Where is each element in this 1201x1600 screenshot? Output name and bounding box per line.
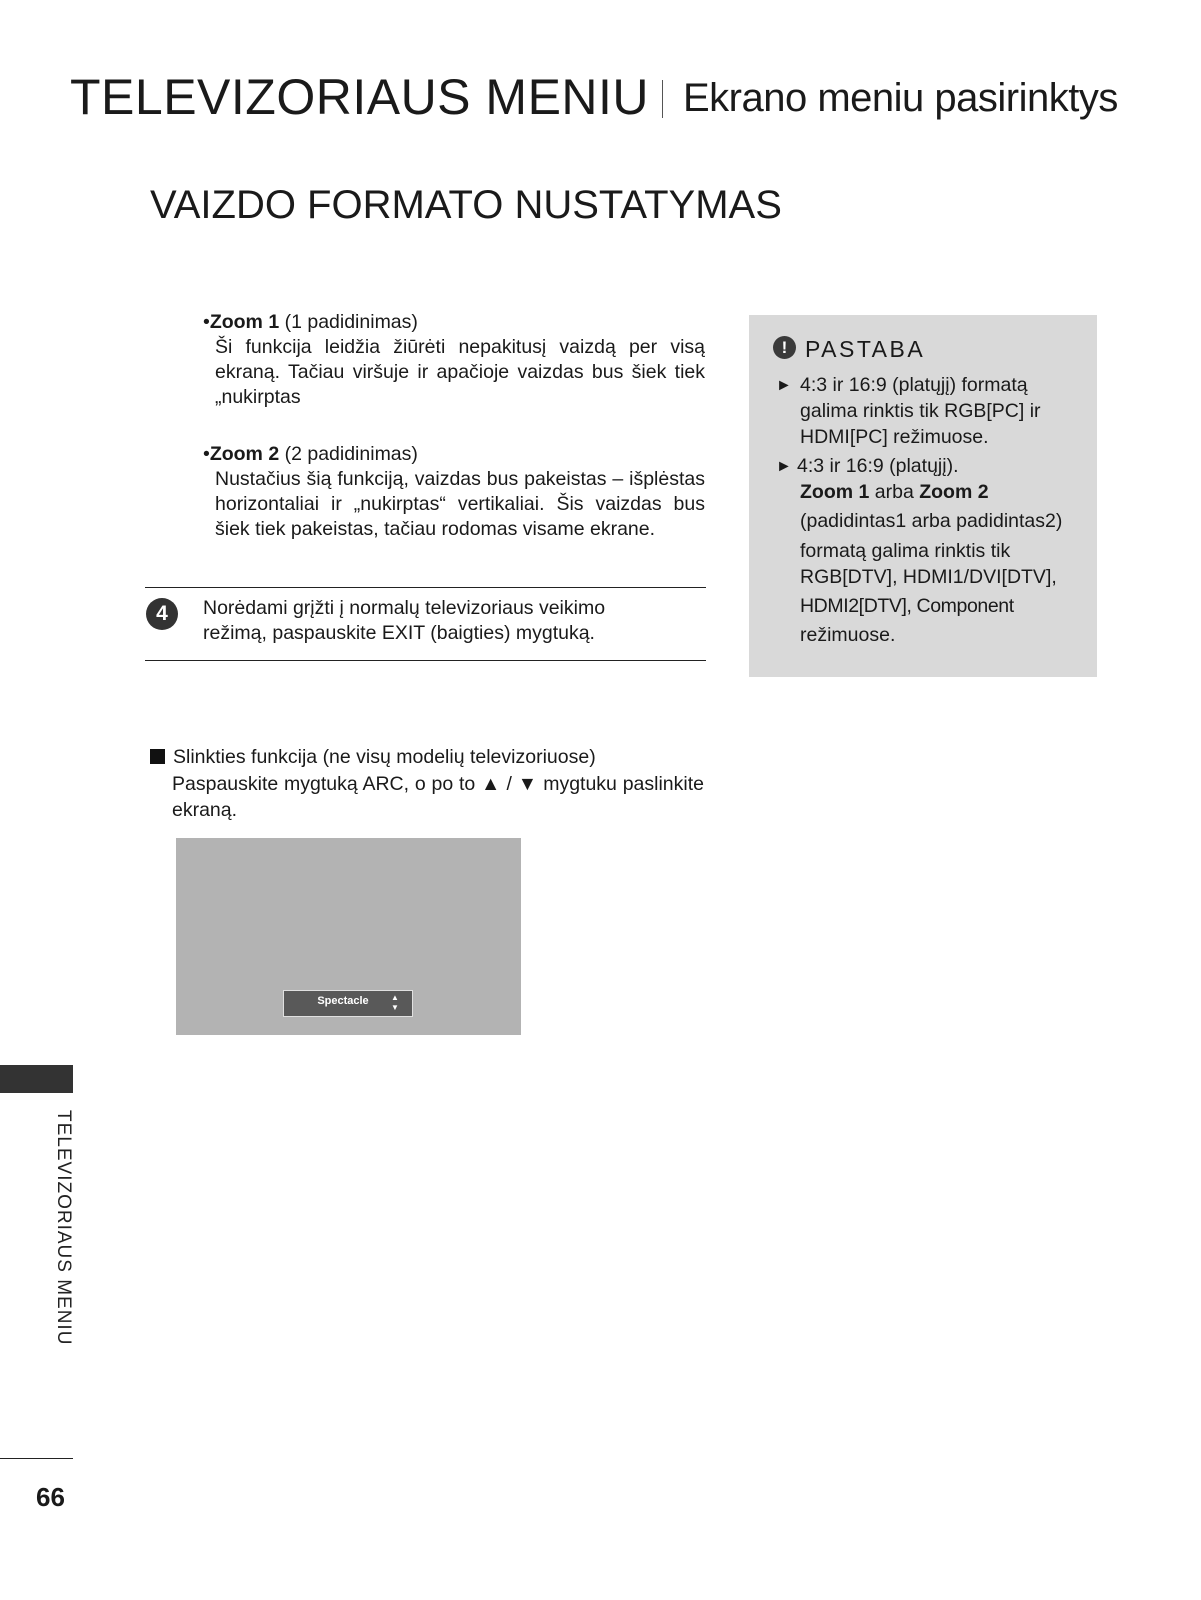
note-arba: arba [869, 481, 920, 503]
square-bullet-icon [150, 749, 165, 764]
play-arrow-icon: ► [776, 458, 792, 475]
scroll-function-heading [150, 746, 596, 769]
arrow-up-icon: ▲ [391, 993, 399, 1002]
chapter-tab-marker [0, 1065, 73, 1093]
note-item-2-line-1: 4:3 ir 16:9 (platųjį). [797, 455, 959, 477]
note-item-2-line-4: formatą galima rinktis tik [800, 540, 1011, 562]
zoom2-paren: (2 padidinimas) [279, 443, 418, 465]
note-zoom2: Zoom 2 [919, 481, 989, 503]
note-item-2-line-7: režimuose. [800, 624, 896, 646]
note-zoom1: Zoom 1 [800, 481, 870, 503]
header-divider [662, 80, 663, 118]
section-title: VAIZDO FORMATO NUSTATYMAS [150, 183, 782, 227]
note-item-1-line-2: galima rinktis tik RGB[PC] ir [800, 400, 1041, 422]
page-number-rule [0, 1458, 73, 1459]
note-item-2-line-2 [800, 481, 989, 504]
step-4-line-1: Norėdami grįžti į normalų televizoriaus veikimo [203, 597, 606, 619]
chapter-side-label: TELEVIZORIAUS MENIU [53, 1110, 74, 1346]
play-arrow-icon: ► [776, 377, 792, 394]
page-number: 66 [36, 1482, 65, 1512]
note-item-2-line-5: RGB[DTV], HDMI1/DVI[DTV], [800, 566, 1057, 588]
zoom1-block [203, 310, 705, 410]
page-header-title: TELEVIZORIAUS MENIU [70, 69, 650, 125]
step-4-text [203, 596, 703, 646]
note-item-1-line-1: 4:3 ir 16:9 (platųjį) formatą [800, 374, 1028, 396]
exclamation-icon: ! [773, 336, 796, 359]
zoom2-name: Zoom 2 [209, 443, 280, 465]
osd-format-label: Spectacle [317, 995, 369, 1007]
arrow-down-icon: ▼ [391, 1003, 399, 1012]
up-down-arrows-icon [389, 993, 401, 1013]
zoom2-block [203, 442, 705, 542]
note-item-2-line-6: HDMI2[DTV], Component [800, 595, 1014, 617]
zoom1-heading [203, 310, 705, 335]
bullet-dot: • [203, 311, 210, 333]
note-item-2-line-3: (padidintas1 arba padidintas2) [800, 510, 1063, 532]
divider-bottom [145, 660, 706, 661]
divider-top [145, 587, 706, 588]
bullet-dot: • [203, 443, 210, 465]
step-4-line-2: režimą, paspauskite EXIT (baigties) mygtuką. [203, 622, 595, 644]
note-title: PASTABA [805, 336, 926, 362]
page-header-subtitle: Ekrano meniu pasirinktys [683, 76, 1118, 120]
zoom1-description: Ši funkcija leidžia žiūrėti nepakitusį vaizdą per visą ekraną. Tačiau viršuje ir apačioje vaizdas bus šiek tiek „nukirptas [215, 336, 705, 408]
step-number-badge: 4 [146, 598, 178, 630]
scroll-function-body: Paspauskite mygtuką ARC, o po to ▲ / ▼ mygtuku paslinkite ekraną. [172, 773, 704, 821]
zoom2-description: Nustačius šią funkciją, vaizdas bus pakeistas – išplėstas horizontaliai ir „nukirptas“ vertikaliai. Šis vaizdas bus šiek tiek pakeistas, tačiau rodomas visame ekrane. [215, 468, 705, 540]
note-item-1-line-3: HDMI[PC] režimuose. [800, 426, 989, 448]
zoom2-heading [203, 442, 705, 467]
scroll-heading-text: Slinkties funkcija (ne visų modelių televizoriuose) [173, 746, 596, 768]
zoom1-name: Zoom 1 [209, 311, 280, 333]
zoom1-paren: (1 padidinimas) [279, 311, 418, 333]
